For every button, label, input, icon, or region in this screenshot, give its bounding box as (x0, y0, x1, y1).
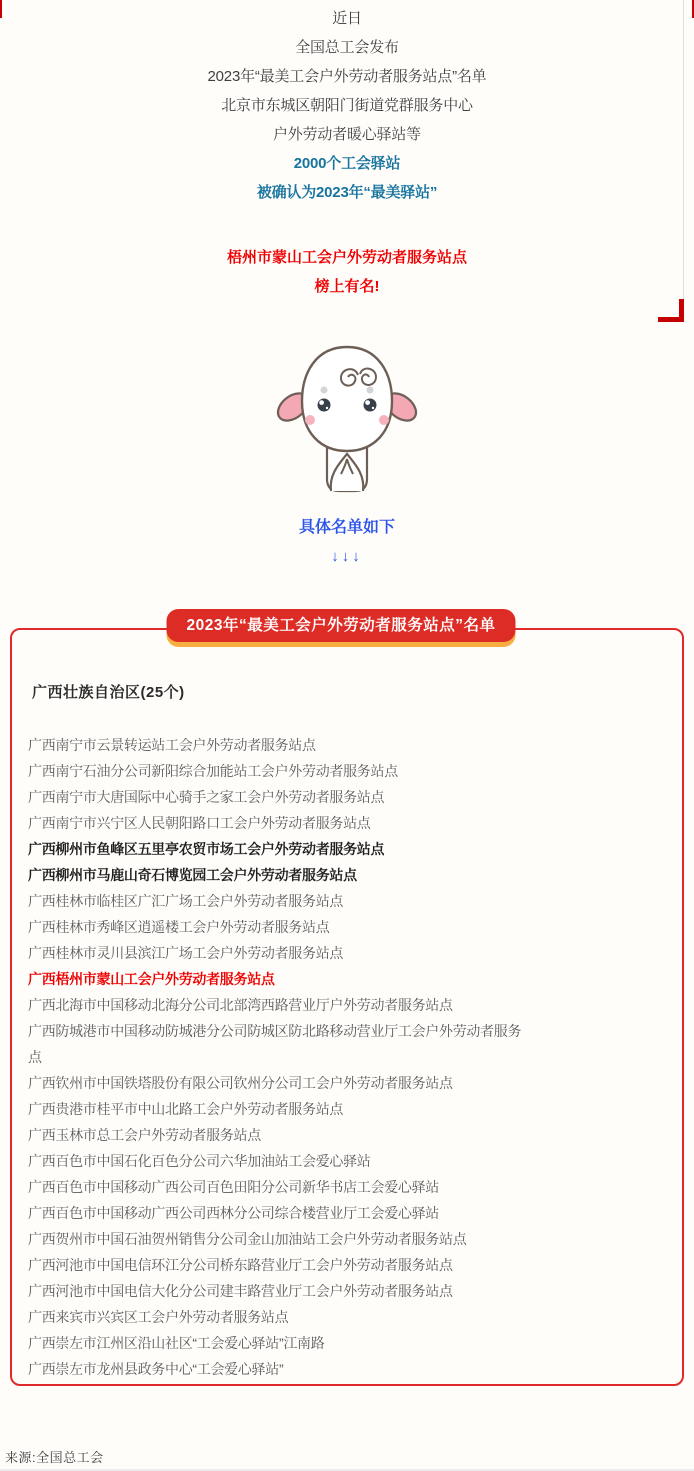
station-list-item: 广西桂林市临桂区广汇广场工会户外劳动者服务站点 (28, 893, 344, 909)
intro-line: 全国总工会发布 (295, 39, 399, 56)
station-list-item: 广西河池市中国电信大化分公司建丰路营业厅工会户外劳动者服务站点 (28, 1283, 453, 1299)
station-list-item: 广西河池市中国电信环江分公司桥东路营业厅工会户外劳动者服务站点 (28, 1257, 453, 1273)
right-edge-line (683, 0, 684, 299)
station-list-item: 广西南宁市云景转运站工会户外劳动者服务站点 (28, 737, 316, 753)
station-list-item: 广西玉林市总工会户外劳动者服务站点 (28, 1127, 261, 1143)
intro-line: 北京市东城区朝阳门街道党群服务中心 (221, 97, 473, 114)
intro-paragraph (0, 0, 694, 207)
section-heading: 广西壮族自治区(25个) (32, 684, 185, 701)
station-list-item: 广西百色市中国移动广西公司百色田阳分公司新华书店工会爱心驿站 (28, 1179, 439, 1195)
intro-line: 近日 (332, 10, 362, 27)
cta-block (0, 513, 694, 571)
station-list-item: 广西桂林市秀峰区逍遥楼工会户外劳动者服务站点 (28, 919, 330, 935)
station-list-item: 广西梧州市蒙山工会户外劳动者服务站点 (28, 971, 275, 987)
top-left-corner-mark (0, 0, 2, 18)
station-list-item: 广西桂林市灵川县滨江广场工会户外劳动者服务站点 (28, 945, 344, 961)
station-list-item: 广西百色市中国移动广西公司西林分公司综合楼营业厅工会爱心驿站 (28, 1205, 439, 1221)
source-attribution: 来源:全国总工会 (5, 1450, 104, 1465)
intro-line: 被确认为2023年“最美驿站” (256, 184, 438, 201)
mascot-container (0, 341, 694, 493)
highlight-line: 梧州市蒙山工会户外劳动者服务站点 (226, 249, 467, 266)
station-list-item: 广西柳州市鱼峰区五里亭农贸市场工会户外劳动者服务站点 (28, 841, 385, 857)
down-arrows-icon: ↓↓↓ (331, 548, 363, 565)
station-list-item: 广西柳州市马鹿山奇石博览园工会户外劳动者服务站点 (28, 867, 357, 883)
station-list-item: 广西南宁石油分公司新阳综合加能站工会户外劳动者服务站点 (28, 763, 398, 779)
station-list-item: 广西贵港市桂平市中山北路工会户外劳动者服务站点 (28, 1101, 344, 1117)
station-list-item: 广西崇左市江州区沿山社区“工会爱心驿站”江南路 (28, 1335, 325, 1351)
station-list (28, 732, 525, 1382)
station-list-item: 广西来宾市兴宾区工会户外劳动者服务站点 (28, 1309, 289, 1325)
cta-text: 具体名单如下 (298, 519, 395, 536)
list-title-badge: 2023年“最美工会户外劳动者服务站点”名单 (167, 609, 516, 642)
station-list-item: 广西南宁市兴宁区人民朝阳路口工会户外劳动者服务站点 (28, 815, 371, 831)
station-list-item: 广西防城港市中国移动防城港分公司防城区防北路移动营业厅工会户外劳动者服务点 (28, 1023, 522, 1065)
sheep-mascot-icon (272, 341, 422, 493)
station-list-item: 广西崇左市龙州县政务中心“工会爱心驿站” (28, 1361, 284, 1377)
station-list-item: 广西贺州市中国石油贺州销售分公司金山加油站工会户外劳动者服务站点 (28, 1231, 467, 1247)
highlight-line: 榜上有名! (314, 278, 380, 295)
intro-line: 2000个工会驿站 (293, 155, 401, 172)
station-list-box (10, 617, 684, 1386)
highlight-paragraph (0, 243, 694, 301)
intro-line: 户外劳动者暖心驿站等 (272, 126, 421, 143)
station-list-item: 广西北海市中国移动北海分公司北部湾西路营业厅户外劳动者服务站点 (28, 997, 453, 1013)
station-list-item: 广西百色市中国石化百色分公司六华加油站工会爱心驿站 (28, 1153, 371, 1169)
station-list-item: 广西钦州市中国铁塔股份有限公司钦州分公司工会户外劳动者服务站点 (28, 1075, 453, 1091)
intro-line: 2023年“最美工会户外劳动者服务站点”名单 (207, 68, 487, 85)
station-list-item: 广西南宁市大唐国际中心骑手之家工会户外劳动者服务站点 (28, 789, 385, 805)
corner-bracket-icon (658, 317, 684, 322)
